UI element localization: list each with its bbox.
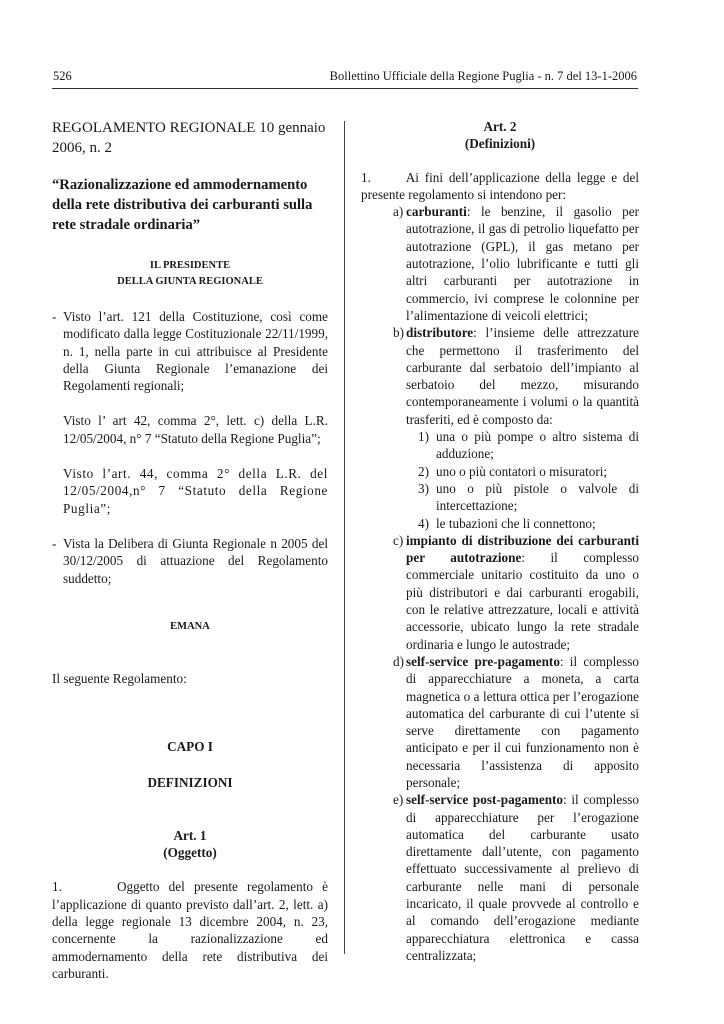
definition-subitem-4: 4) le tubazioni che li connettono; (418, 515, 596, 531)
president-heading: IL PRESIDENTE DELLA GIUNTA REGIONALE (117, 260, 263, 287)
page-number: 526 (53, 69, 72, 83)
regulation-subject: “Razionalizzazione ed ammodernamento della rete distributiva dei carburanti sulla rete stradale ordinaria” (52, 177, 313, 233)
definition-item-e: e) self-service post-pagamento: il complesso di apparecchiature per l’erogazione automatica del carburante usato direttamente dall’utente, con pagamento effettuato successivamente al prelievo di carburante nelle mani di personale incaricato, il quale provvede al controllo e al comando dell’erogazione mediante apparecchiatura elettronica e cassa centralizzata; (393, 792, 639, 963)
article-1-paragraph: 1. Oggetto del presente regolamento è l’applicazione di quanto previsto dall’art. 2, lett. a) della legge regionale 13 dicembre 2004, n. 23, concernente la razionalizzazione ed ammodernamento della rete distributiva dei carburanti. (52, 879, 329, 981)
definition-item-d: d) self-service pre-pagamento: il complesso di apparecchiature a moneta, a carta magnetica o a lettura ottica per l’erogazione automatica del carburante di cui l’utente si serve direttamente con pagamento anticipato e per il cui funzionamento non è necessaria l’assistenza di apposito personale; (393, 653, 640, 790)
definition-item-a: a) carburanti: le benzine, il gasolio per autotrazione, il gas di petrolio liquefatto per autotrazione (GPL), il gas metano per autotrazione, l’olio lubrificante e tutti gli altri carburanti per autotrazione in commercio, ivi comprese le colonnine per l’alimentazione di veicoli elettrici; (393, 204, 639, 323)
article-2-heading: Art. 2 (Definizioni) (464, 119, 536, 152)
left-column (52, 118, 328, 982)
definition-item-b: b) distributore: l’insieme delle attrezzature che permettono il trasferimento del carburante dal serbatoio dell’impianto al serbatoio del mezzo, misurando contemporaneamente i volumi o la quantità trasferiti, ed è composto da: (393, 325, 639, 427)
column-divider (344, 121, 345, 954)
page-header (52, 66, 638, 89)
definition-subitem-2: 2) uno o più contatori o misuratori; (418, 463, 608, 479)
visto-paragraph-4: - Vista la Delibera di Giunta Regionale n 2005 del 30/12/2005 di attuazione del Regolamento suddetto; (52, 535, 328, 586)
visto-paragraph-3: Visto l’art. 44, comma 2° della L.R. del 12/05/2004,n° 7 “Statuto della Regione Puglia”; (63, 466, 328, 516)
right-column (361, 118, 639, 964)
visto-paragraph-1: - Visto l’art. 121 della Costituzione, così come modificato dalla legge Costituzionale 22/11/1999, n. 1, nella parte in cui attribuisce al Presidente della Giunta Regionale l’emanazione dei Regolamenti regionali; (52, 309, 328, 394)
emana-heading: EMANA (170, 620, 210, 632)
seguente-regolamento: Il seguente Regolamento: (52, 670, 187, 686)
chapter-title: DEFINIZIONI (147, 775, 233, 791)
regulation-title: REGOLAMENTO REGIONALE 10 gennaio 2006, n. 2 (52, 120, 326, 156)
definition-subitem-3: 3) uno o più pistole o valvole di intercettazione; (418, 480, 639, 514)
definition-subitem-1: 1) una o più pompe o altro sistema di adduzione; (418, 429, 639, 462)
bulletin-title: Bollettino Ufficiale della Regione Puglia - n. 7 del 13-1-2006 (329, 69, 637, 83)
article-2-intro: 1. Ai fini dell’applicazione della legge e del presente regolamento si intendono per: (361, 169, 639, 202)
chapter-heading: CAPO I (167, 739, 213, 755)
article-1-heading: Art. 1 (Oggetto) (163, 827, 217, 861)
definition-item-c: c) impianto di distribuzione dei carburanti per autotrazione: il complesso commerciale unitario costituito da uno o più distributori e dai carburanti erogabili, con le relative attrezzature, locali e attività accessorie, ubicato lungo la rete stradale ordinaria e lungo le autostrade; (393, 532, 639, 652)
visto-paragraph-2: Visto l’ art 42, comma 2°, lett. c) della L.R. 12/05/2004, n° 7 “Statuto della Regione Puglia”; (63, 413, 328, 446)
